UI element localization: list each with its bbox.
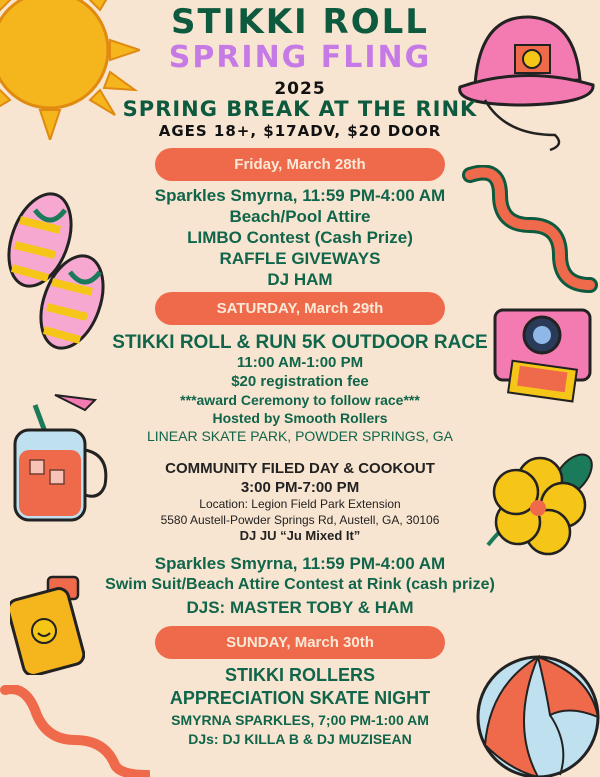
saturday-djs-line: DJS: MASTER TOBY & HAM (186, 598, 414, 617)
sunday-date-badge: SUNDAY, March 30th (155, 626, 445, 659)
saturday-contest-line: Swim Suit/Beach Attire Contest at Rink (cash prize) (105, 576, 495, 593)
sunday-djs-line: DJs: DJ KILLA B & DJ MUZISEAN (188, 731, 412, 747)
saturday-night-line: Sparkles Smyrna, 11:59 PM-4:00 AM (154, 554, 446, 573)
sunday-title: STIKKI ROLLERS (224, 665, 375, 685)
cookout-time: 3:00 PM-7:00 PM (240, 479, 360, 496)
cookout-dj: DJ JU “Ju Mixed It” (239, 528, 361, 543)
race-line: Hosted by Smooth Rollers (212, 410, 388, 426)
sunday-time-line: SMYRNA SPARKLES, 7;00 PM-1:00 AM (171, 712, 429, 728)
race-line: ***award Ceremony to follow race*** (180, 392, 420, 408)
race-line: 11:00 AM-1:00 PM (236, 354, 364, 371)
event-pricing: AGES 18+, $17ADV, $20 DOOR (158, 122, 442, 140)
event-title: STIKKI ROLL (171, 2, 429, 42)
friday-line: Beach/Pool Attire (229, 207, 371, 226)
race-title: STIKKI ROLL & RUN 5K OUTDOOR RACE (112, 332, 488, 353)
event-tagline: SPRING BREAK AT THE RINK (122, 97, 478, 121)
cookout-location: Location: Legion Field Park Extension (199, 497, 401, 511)
friday-line: RAFFLE GIVEWAYS (219, 249, 381, 268)
race-line: $20 registration fee (231, 373, 369, 390)
event-subtitle: SPRING FLING (168, 40, 432, 75)
cookout-title: COMMUNITY FILED DAY & COOKOUT (165, 460, 435, 477)
friday-line: LIMBO Contest (Cash Prize) (187, 228, 413, 247)
event-year: 2025 (274, 79, 326, 99)
saturday-date-badge: SATURDAY, March 29th (155, 292, 445, 325)
race-location: LINEAR SKATE PARK, POWDER SPRINGS, GA (147, 428, 453, 444)
sunday-title: APPRECIATION SKATE NIGHT (169, 688, 431, 708)
cookout-address: 5580 Austell-Powder Springs Rd, Austell, GA, 30106 (160, 513, 440, 527)
friday-line: Sparkles Smyrna, 11:59 PM-4:00 AM (154, 186, 446, 205)
friday-line: DJ HAM (267, 270, 333, 289)
friday-date-badge: Friday, March 28th (155, 148, 445, 181)
